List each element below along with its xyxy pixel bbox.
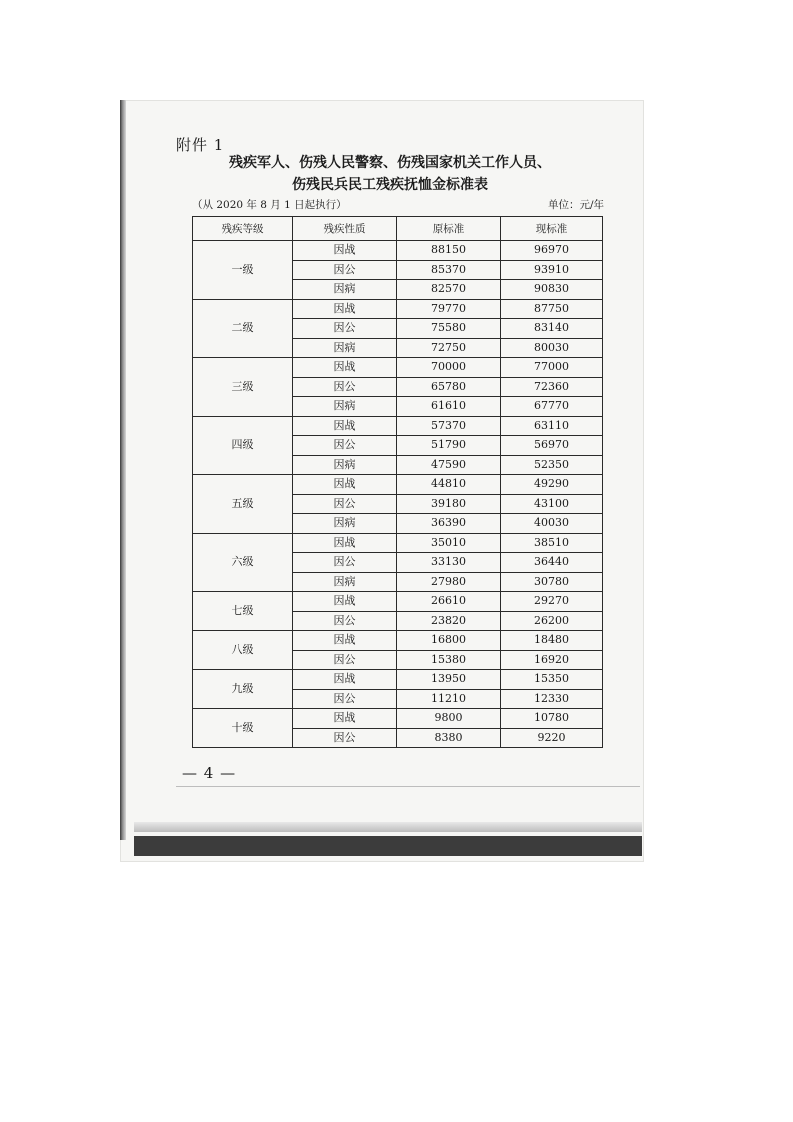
- cell-original-standard: 44810: [397, 475, 501, 495]
- cell-original-standard: 16800: [397, 631, 501, 651]
- cell-original-standard: 9800: [397, 709, 501, 729]
- cell-grade: 四级: [193, 416, 293, 475]
- cell-nature: 因战: [293, 241, 397, 261]
- page-divider: [176, 786, 640, 787]
- cell-grade: 六级: [193, 533, 293, 592]
- cell-original-standard: 15380: [397, 650, 501, 670]
- pension-standard-table: [192, 216, 603, 748]
- cell-original-standard: 51790: [397, 436, 501, 456]
- cell-nature: 因公: [293, 494, 397, 514]
- cell-grade: 七级: [193, 592, 293, 631]
- cell-current-standard: 87750: [501, 299, 603, 319]
- cell-original-standard: 75580: [397, 319, 501, 339]
- header-current-standard: 现标准: [501, 217, 603, 241]
- attachment-label: 附件 1: [176, 136, 225, 154]
- cell-grade: 九级: [193, 670, 293, 709]
- cell-current-standard: 9220: [501, 728, 603, 748]
- header-nature: 残疾性质: [293, 217, 397, 241]
- cell-nature: 因战: [293, 592, 397, 612]
- table-row: [193, 358, 603, 378]
- table-row: [193, 709, 603, 729]
- header-original-standard: 原标准: [397, 217, 501, 241]
- cell-nature: 因公: [293, 611, 397, 631]
- table-row: [193, 592, 603, 612]
- cell-current-standard: 18480: [501, 631, 603, 651]
- cell-current-standard: 90830: [501, 280, 603, 300]
- unit-note: 单位：元/年: [548, 199, 605, 211]
- cell-original-standard: 72750: [397, 338, 501, 358]
- document-title-line-2: 伤残民兵民工残疾抚恤金标准表: [292, 177, 488, 193]
- cell-nature: 因战: [293, 670, 397, 690]
- cell-nature: 因病: [293, 455, 397, 475]
- cell-original-standard: 39180: [397, 494, 501, 514]
- cell-original-standard: 79770: [397, 299, 501, 319]
- scan-bottom-edge: [134, 836, 642, 856]
- cell-grade: 八级: [193, 631, 293, 670]
- cell-nature: 因公: [293, 377, 397, 397]
- cell-current-standard: 38510: [501, 533, 603, 553]
- table-header-row: [193, 217, 603, 241]
- cell-nature: 因病: [293, 338, 397, 358]
- table-row: [193, 631, 603, 651]
- cell-original-standard: 35010: [397, 533, 501, 553]
- cell-current-standard: 40030: [501, 514, 603, 534]
- cell-current-standard: 52350: [501, 455, 603, 475]
- cell-current-standard: 36440: [501, 553, 603, 573]
- table-row: [193, 299, 603, 319]
- cell-nature: 因公: [293, 553, 397, 573]
- cell-current-standard: 16920: [501, 650, 603, 670]
- cell-nature: 因战: [293, 416, 397, 436]
- cell-current-standard: 49290: [501, 475, 603, 495]
- cell-current-standard: 93910: [501, 260, 603, 280]
- cell-nature: 因战: [293, 475, 397, 495]
- cell-original-standard: 33130: [397, 553, 501, 573]
- cell-nature: 因公: [293, 319, 397, 339]
- scan-left-edge-shadow: [120, 100, 126, 840]
- cell-original-standard: 70000: [397, 358, 501, 378]
- cell-nature: 因病: [293, 397, 397, 417]
- cell-grade: 二级: [193, 299, 293, 358]
- cell-grade: 十级: [193, 709, 293, 748]
- cell-nature: 因公: [293, 436, 397, 456]
- cell-nature: 因病: [293, 514, 397, 534]
- table-row: [193, 475, 603, 495]
- document-title-line-1: 残疾军人、伤残人民警察、伤残国家机关工作人员、: [229, 155, 551, 171]
- cell-current-standard: 43100: [501, 494, 603, 514]
- cell-current-standard: 30780: [501, 572, 603, 592]
- cell-original-standard: 36390: [397, 514, 501, 534]
- cell-original-standard: 11210: [397, 689, 501, 709]
- cell-original-standard: 26610: [397, 592, 501, 612]
- cell-grade: 三级: [193, 358, 293, 417]
- cell-current-standard: 12330: [501, 689, 603, 709]
- table-row: [193, 670, 603, 690]
- cell-original-standard: 82570: [397, 280, 501, 300]
- cell-original-standard: 88150: [397, 241, 501, 261]
- cell-current-standard: 56970: [501, 436, 603, 456]
- cell-nature: 因战: [293, 358, 397, 378]
- table-row: [193, 241, 603, 261]
- cell-current-standard: 26200: [501, 611, 603, 631]
- cell-grade: 一级: [193, 241, 293, 300]
- scan-bottom-shadow: [134, 822, 642, 832]
- cell-original-standard: 27980: [397, 572, 501, 592]
- table-row: [193, 533, 603, 553]
- cell-current-standard: 96970: [501, 241, 603, 261]
- cell-current-standard: 77000: [501, 358, 603, 378]
- cell-nature: 因公: [293, 260, 397, 280]
- cell-original-standard: 47590: [397, 455, 501, 475]
- cell-nature: 因战: [293, 709, 397, 729]
- cell-original-standard: 13950: [397, 670, 501, 690]
- cell-nature: 因战: [293, 631, 397, 651]
- cell-current-standard: 83140: [501, 319, 603, 339]
- cell-nature: 因公: [293, 689, 397, 709]
- cell-grade: 五级: [193, 475, 293, 534]
- page-number: — 4 —: [182, 764, 237, 782]
- cell-current-standard: 63110: [501, 416, 603, 436]
- cell-current-standard: 80030: [501, 338, 603, 358]
- table-row: [193, 416, 603, 436]
- cell-nature: 因公: [293, 650, 397, 670]
- cell-original-standard: 57370: [397, 416, 501, 436]
- cell-original-standard: 61610: [397, 397, 501, 417]
- cell-current-standard: 29270: [501, 592, 603, 612]
- cell-original-standard: 65780: [397, 377, 501, 397]
- cell-current-standard: 10780: [501, 709, 603, 729]
- cell-current-standard: 15350: [501, 670, 603, 690]
- cell-nature: 因公: [293, 728, 397, 748]
- cell-current-standard: 67770: [501, 397, 603, 417]
- table-body: [193, 241, 603, 748]
- cell-nature: 因战: [293, 533, 397, 553]
- cell-nature: 因病: [293, 280, 397, 300]
- cell-current-standard: 72360: [501, 377, 603, 397]
- cell-original-standard: 23820: [397, 611, 501, 631]
- header-grade: 残疾等级: [193, 217, 293, 241]
- cell-original-standard: 8380: [397, 728, 501, 748]
- cell-nature: 因病: [293, 572, 397, 592]
- effective-date-note: （从 2020 年 8 月 1 日起执行）: [192, 199, 347, 211]
- cell-nature: 因战: [293, 299, 397, 319]
- cell-original-standard: 85370: [397, 260, 501, 280]
